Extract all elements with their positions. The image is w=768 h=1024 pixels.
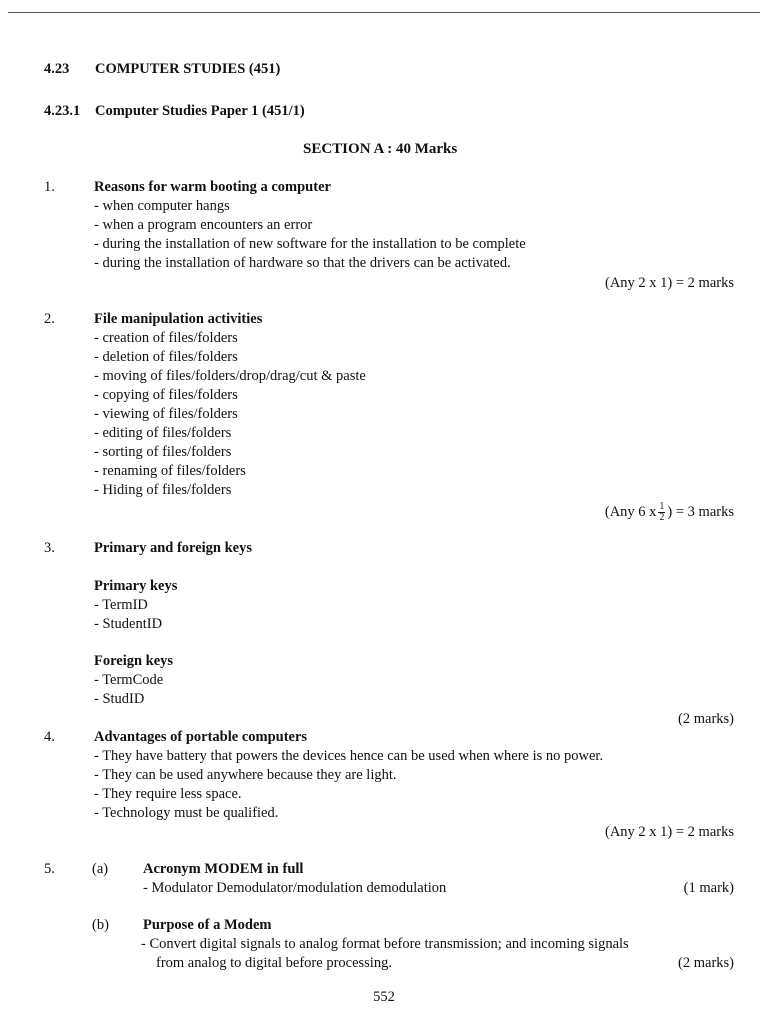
list-item: - copying of files/folders <box>94 386 366 405</box>
q3-title: Primary and foreign keys <box>94 540 253 556</box>
primary-keys-heading: Primary keys <box>94 578 178 594</box>
list-item: - StudID <box>94 690 163 709</box>
list-item: - They can be used anywhere because they are light. <box>94 766 603 785</box>
q4-list <box>94 747 603 823</box>
q3-marks: (2 marks) <box>678 711 734 727</box>
primary-keys-list <box>94 596 162 634</box>
top-rule <box>8 12 760 13</box>
fraction-denominator: 2 <box>659 512 665 523</box>
q2-marks-prefix: (Any 6 x <box>604 503 657 520</box>
list-item: - during the installation of hardware so that the drivers can be activated. <box>94 254 526 273</box>
section-number: 4.23 <box>44 61 70 77</box>
list-item: - editing of files/folders <box>94 424 366 443</box>
list-item: - deletion of files/folders <box>94 348 366 367</box>
q1-number: 1. <box>44 179 55 195</box>
half-fraction <box>658 502 665 523</box>
q3-number: 3. <box>44 540 55 556</box>
q2-title: File manipulation activities <box>94 311 263 327</box>
list-item: - sorting of files/folders <box>94 443 366 462</box>
list-item: - renaming of files/folders <box>94 462 366 481</box>
list-item: - Hiding of files/folders <box>94 481 366 500</box>
list-item: - Modulator Demodulator/modulation demodulation <box>143 879 446 898</box>
list-item: - viewing of files/folders <box>94 405 366 424</box>
q5b-list <box>141 935 629 954</box>
q1-list <box>94 197 526 273</box>
q5b-label: (b) <box>92 917 109 933</box>
foreign-keys-heading: Foreign keys <box>94 653 174 669</box>
q4-number: 4. <box>44 729 55 745</box>
subsection-title: Computer Studies Paper 1 (451/1) <box>95 103 305 119</box>
q5b-continuation: from analog to digital before processing. <box>156 955 392 971</box>
list-item: - creation of files/folders <box>94 329 366 348</box>
q2-marks-suffix: ) = 3 marks <box>667 503 734 520</box>
q5b-title: Purpose of a Modem <box>143 917 272 933</box>
q1-title: Reasons for warm booting a computer <box>94 179 331 195</box>
q2-marks <box>605 502 734 523</box>
list-item: - TermCode <box>94 671 163 690</box>
list-item: - when a program encounters an error <box>94 216 526 235</box>
list-item: - when computer hangs <box>94 197 526 216</box>
q2-list <box>94 329 366 500</box>
q5-number: 5. <box>44 861 55 877</box>
q5b-marks: (2 marks) <box>678 955 734 971</box>
q1-marks: (Any 2 x 1) = 2 marks <box>605 275 734 291</box>
subsection-number: 4.23.1 <box>44 103 81 119</box>
q4-title: Advantages of portable computers <box>94 729 308 745</box>
q5a-marks: (1 mark) <box>683 880 734 896</box>
section-heading: SECTION A : 40 Marks <box>303 141 458 157</box>
page-number: 552 <box>373 989 395 1005</box>
q5a-label: (a) <box>92 861 109 877</box>
q4-marks: (Any 2 x 1) = 2 marks <box>605 824 734 840</box>
list-item: - StudentID <box>94 615 162 634</box>
section-title: COMPUTER STUDIES (451) <box>95 61 281 77</box>
list-item: - Convert digital signals to analog format before transmission; and incoming signals <box>141 935 629 954</box>
list-item: - TermID <box>94 596 162 615</box>
list-item: - moving of files/folders/drop/drag/cut & paste <box>94 367 366 386</box>
q5a-title: Acronym MODEM in full <box>143 861 304 877</box>
list-item: - during the installation of new software for the installation to be complete <box>94 235 526 254</box>
q2-number: 2. <box>44 311 55 327</box>
list-item: - They have battery that powers the devices hence can be used when where is no power. <box>94 747 603 766</box>
list-item: - Technology must be qualified. <box>94 804 603 823</box>
q5a-list <box>143 879 446 898</box>
fraction-numerator: 1 <box>659 501 665 512</box>
foreign-keys-list <box>94 671 163 709</box>
list-item: - They require less space. <box>94 785 603 804</box>
